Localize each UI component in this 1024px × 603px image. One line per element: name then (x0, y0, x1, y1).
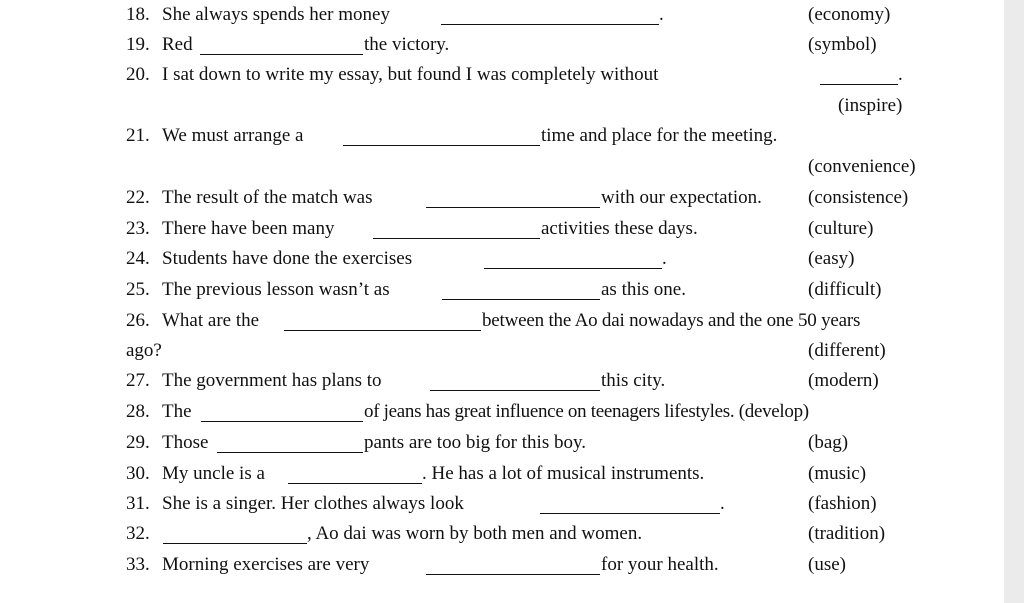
item-32-number: 32. (126, 523, 150, 544)
item-20-number: 20. (126, 64, 150, 85)
item-22-text: The result of the match was (162, 187, 373, 208)
item-32-blank[interactable] (163, 543, 307, 544)
item-28-number: 28. (126, 401, 150, 422)
item-31-blank[interactable] (540, 513, 720, 514)
item-26-text: What are the (162, 310, 260, 331)
item-19-hint: (symbol) (808, 34, 877, 55)
item-24-after: . (662, 248, 667, 269)
item-28-blank[interactable] (201, 421, 363, 422)
item-26-continuation: ago? (126, 340, 162, 361)
item-29-after: pants are too big for this boy. (364, 432, 586, 453)
item-22-hint: (consistence) (808, 187, 909, 208)
item-20-blank[interactable] (820, 84, 898, 85)
item-27-text: The government has plans to (162, 370, 382, 391)
item-19-blank[interactable] (200, 54, 363, 55)
item-30-hint: (music) (808, 463, 867, 484)
item-19-after: the victory. (364, 34, 450, 55)
item-30-blank[interactable] (288, 483, 422, 484)
item-27-after: this city. (601, 370, 666, 391)
item-32-after: , Ao dai was worn by both men and women. (307, 523, 643, 544)
item-21-after: time and place for the meeting. (541, 125, 778, 146)
item-25-after: as this one. (601, 279, 686, 300)
item-32-hint: (tradition) (808, 523, 886, 544)
item-24-number: 24. (126, 248, 150, 269)
item-18-hint: (economy) (808, 4, 891, 25)
item-31-number: 31. (126, 493, 150, 514)
item-21-number: 21. (126, 125, 150, 146)
item-28-after: of jeans has great influence on teenagers lifestyles. (develop) (364, 401, 809, 422)
item-18-after: . (659, 4, 664, 25)
item-20-after: . (898, 64, 903, 85)
item-19-text: Red (162, 34, 193, 55)
item-25-hint: (difficult) (808, 279, 882, 300)
item-26-hint: (different) (808, 340, 886, 361)
item-21-text: We must arrange a (162, 125, 304, 146)
item-18-blank[interactable] (441, 24, 659, 25)
item-29-text: Those (162, 432, 209, 453)
item-27-hint: (modern) (808, 370, 879, 391)
item-23-hint: (culture) (808, 218, 874, 239)
item-20-text: I sat down to write my essay, but found I was completely without (162, 64, 659, 85)
item-30-after: . He has a lot of musical instruments. (422, 463, 705, 484)
item-24-hint: (easy) (808, 248, 855, 269)
item-23-blank[interactable] (373, 238, 540, 239)
item-27-blank[interactable] (430, 390, 600, 391)
item-30-number: 30. (126, 463, 150, 484)
item-18-number: 18. (126, 4, 150, 25)
item-26-blank[interactable] (284, 330, 481, 331)
item-23-after: activities these days. (541, 218, 698, 239)
item-26-after: between the Ao dai nowadays and the one 50 years (482, 310, 861, 331)
item-23-text: There have been many (162, 218, 335, 239)
item-31-after: . (720, 493, 725, 514)
item-19-number: 19. (126, 34, 150, 55)
item-33-text: Morning exercises are very (162, 554, 370, 575)
item-28-text: The (162, 401, 192, 422)
item-31-hint: (fashion) (808, 493, 877, 514)
item-18-text: She always spends her money (162, 4, 390, 25)
item-25-number: 25. (126, 279, 150, 300)
item-21-blank[interactable] (343, 145, 540, 146)
item-24-text: Students have done the exercises (162, 248, 413, 269)
item-33-hint: (use) (808, 554, 846, 575)
item-27-number: 27. (126, 370, 150, 391)
item-22-blank[interactable] (426, 207, 600, 208)
page-edge-shadow (1004, 0, 1024, 603)
item-20-hint: (inspire) (838, 95, 903, 116)
item-29-number: 29. (126, 432, 150, 453)
item-21-hint: (convenience) (808, 156, 916, 177)
item-30-text: My uncle is a (162, 463, 265, 484)
item-26-number: 26. (126, 310, 150, 331)
item-29-hint: (bag) (808, 432, 849, 453)
item-33-after: for your health. (601, 554, 719, 575)
item-31-text: She is a singer. Her clothes always look (162, 493, 464, 514)
item-23-number: 23. (126, 218, 150, 239)
item-33-number: 33. (126, 554, 150, 575)
item-24-blank[interactable] (484, 268, 662, 269)
item-33-blank[interactable] (426, 574, 600, 575)
item-25-text: The previous lesson wasn’t as (162, 279, 390, 300)
item-22-after: with our expectation. (601, 187, 762, 208)
item-29-blank[interactable] (217, 452, 363, 453)
item-22-number: 22. (126, 187, 150, 208)
item-25-blank[interactable] (442, 299, 600, 300)
